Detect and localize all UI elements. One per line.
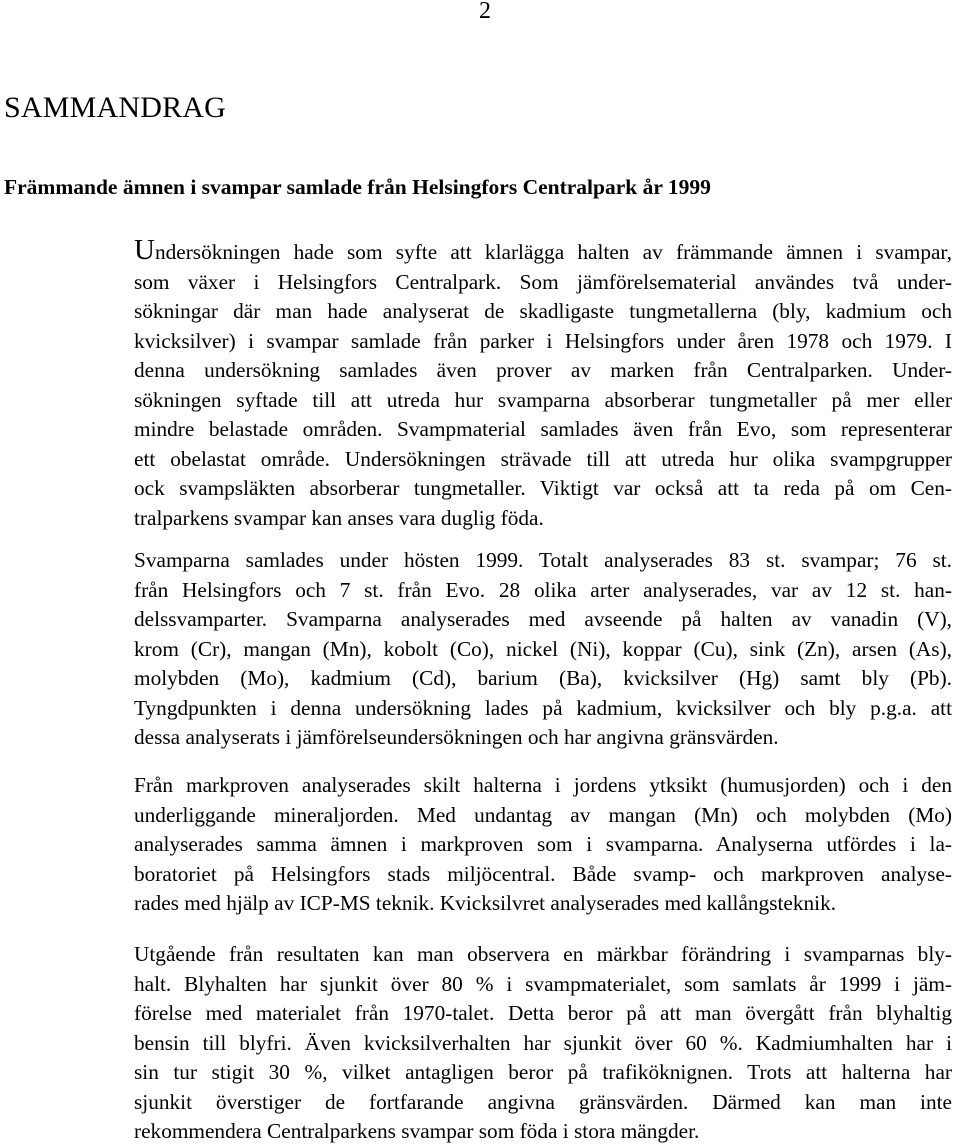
page-number: 2 bbox=[479, 0, 491, 24]
paragraph-1-line-1-text: ndersökningen hade som syfte att klarlägga halten av främmande ämnen i svampar, bbox=[154, 240, 952, 264]
paragraph-3-line-4: boratoriet på Helsingfors stads miljöcentral. Både svamp- och markproven analyse- bbox=[134, 861, 952, 886]
paragraph-2-line-4: krom (Cr), mangan (Mn), kobolt (Co), nickel (Ni), koppar (Cu), sink (Zn), arsen (As), bbox=[134, 636, 952, 661]
paragraph-2-line-6: Tyngdpunkten i denna undersökning lades på kadmium, kvicksilver och bly p.g.a. att bbox=[134, 695, 952, 720]
paragraph-4 bbox=[134, 940, 952, 1147]
paragraph-4-line-2: halt. Blyhalten har sjunkit över 80 % i svampmaterialet, som samlats år 1999 i jäm- bbox=[134, 971, 952, 996]
paragraph-2-line-7: dessa analyserats i jämförelseundersökningen och har angivna gränsvärden. bbox=[134, 725, 779, 749]
page-heading: SAMMANDRAG bbox=[4, 91, 227, 124]
paragraph-2-line-5: molybden (Mo), kadmium (Cd), barium (Ba), kvicksilver (Hg) samt bly (Pb). bbox=[134, 666, 952, 690]
paragraph-1-line-3: sökningar där man hade analyserat de skadligaste tungmetallerna (bly, kadmium och bbox=[134, 299, 952, 323]
paragraph-2-line-1: Svamparna samlades under hösten 1999. Totalt analyserades 83 st. svampar; 76 st. bbox=[134, 548, 952, 572]
paragraph-1-line-5: denna undersökning samlades även prover av marken från Centralparken. Under- bbox=[134, 358, 952, 382]
paragraph-1-line-2: som växer i Helsingfors Centralpark. Som jämförelsematerial användes två under- bbox=[134, 269, 952, 294]
paragraph-1-line-6: sökningen syftade till att utreda hur svamparna absorberar tungmetaller på mer eller bbox=[134, 387, 952, 412]
drop-cap: U bbox=[134, 234, 155, 266]
paragraph-2-line-2: från Helsingfors och 7 st. från Evo. 28 olika arter analyserades, var av 12 st. han- bbox=[134, 577, 952, 602]
paragraph-4-line-1: Utgående från resultaten kan man observera en märkbar förändring i svamparnas bly- bbox=[134, 942, 952, 966]
paragraph-3 bbox=[134, 771, 952, 919]
paragraph-1-line-4: kvicksilver) i svampar samlade från parker i Helsingfors under åren 1978 och 1979. I bbox=[134, 328, 952, 353]
paragraph-1-line-1 bbox=[134, 234, 952, 268]
paragraph-4-line-3: förelse med materialet från 1970-talet. Detta beror på att man övergått från blyhaltig bbox=[134, 1001, 952, 1025]
paragraph-1-line-8: ett obelastat område. Undersökningen strävade till att utreda hur olika svampgrupper bbox=[134, 446, 952, 471]
document-subtitle: Främmande ämnen i svampar samlade från Helsingfors Centralpark år 1999 bbox=[4, 175, 711, 199]
paragraph-4-line-4: bensin till blyfri. Även kvicksilverhalten har sjunkit över 60 %. Kadmiumhalten har i bbox=[134, 1030, 952, 1055]
paragraph-2-line-3: delssvamparter. Svamparna analyserades med avseende på halten av vanadin (V), bbox=[134, 607, 952, 631]
paragraph-2 bbox=[134, 546, 952, 753]
paragraph-3-line-3: analyserades samma ämnen i markproven som i svamparna. Analyserna utfördes i la- bbox=[134, 832, 952, 856]
paragraph-4-line-5: sin tur stigit 30 %, vilket antagligen beror på trafiköknignen. Trots att halterna har bbox=[134, 1060, 952, 1084]
paragraph-1 bbox=[134, 234, 952, 533]
paragraph-3-line-5: rades med hjälp av ICP-MS teknik. Kvicksilvret analyserades med kallångsteknik. bbox=[134, 891, 837, 915]
paragraph-4-line-7: rekommendera Centralparkens svampar som föda i stora mängder. bbox=[134, 1119, 700, 1143]
paragraph-3-line-2: underliggande mineraljorden. Med undantag av mangan (Mn) och molybden (Mo) bbox=[134, 802, 952, 827]
paragraph-3-line-1: Från markproven analyserades skilt halterna i jordens ytksikt (humusjorden) och i den bbox=[134, 773, 952, 797]
paragraph-1-line-10: tralparkens svampar kan anses vara duglig föda. bbox=[134, 505, 544, 530]
paragraph-4-line-6: sjunkit överstiger de fortfarande angivna gränsvärden. Därmed kan man inte bbox=[134, 1089, 952, 1114]
paragraph-1-line-9: ock svampsläkten absorberar tungmetaller. Viktigt var också att ta reda på om Cen- bbox=[134, 476, 952, 500]
paragraph-1-line-7: mindre belastade områden. Svampmaterial samlades även från Evo, som representerar bbox=[134, 417, 952, 441]
